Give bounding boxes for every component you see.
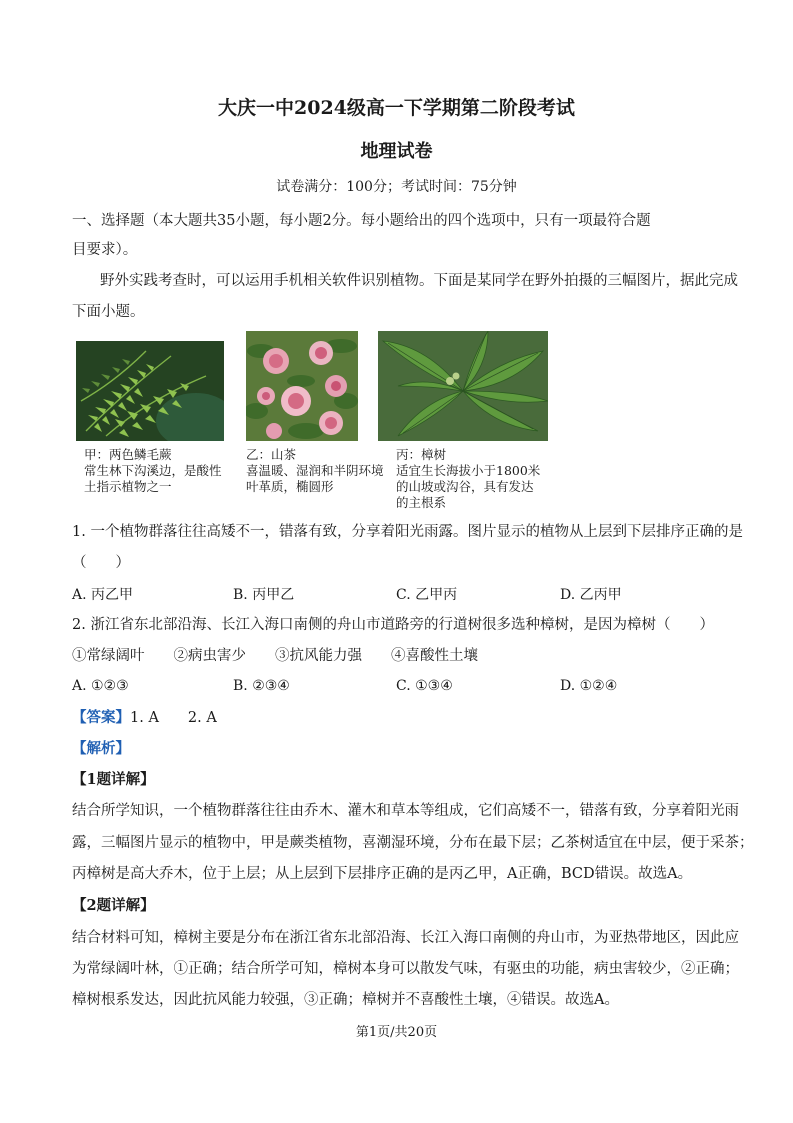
exam-subtitle: 地理试卷 <box>360 141 433 162</box>
q2-option-d: D. ①②④ <box>560 678 618 694</box>
q2-option-b: B. ②③④ <box>233 678 290 694</box>
answer-text: 1. A 2. A <box>130 710 217 726</box>
detail2-line2: 为常绿阔叶林，①正确；结合所学可知，樟树本身可以散发气味，有驱虫的功能，病虫害较少，②正确； <box>72 961 739 977</box>
detail2-label: 【2题详解】 <box>72 897 155 914</box>
q1-stem-line2: （ ） <box>72 555 130 571</box>
detail1-line2: 露，三幅图片显示的植物中，甲是蕨类植物，喜潮湿环境，分布在最下层；乙茶树适宜在中层，便于采茶； <box>72 835 754 851</box>
detail2-line1: 结合材料可知，樟树主要是分布在浙江省东北部沿海、长江入海口南侧的舟山市，为亚热带地区，因此应 <box>72 930 739 946</box>
intro-line2: 下面小题。 <box>72 304 145 320</box>
camphor-tree-photo <box>378 331 548 441</box>
detail1-line3: 丙樟树是高大乔木，位于上层；从上层到下层排序正确的是丙乙甲，A正确，BCD错误。故选A。 <box>72 866 693 882</box>
detail1-line1: 结合所学知识，一个植物群落往往由乔木、灌木和草本等组成，它们高矮不一，错落有致，分享着阳光雨 <box>72 803 739 819</box>
detail2-line3: 樟树根系发达，因此抗风能力较强，③正确；樟树并不喜酸性土壤，④错误。故选A。 <box>72 992 619 1008</box>
q2-option-a: A. ①②③ <box>72 678 129 694</box>
q1-option-b: B. 丙甲乙 <box>233 587 295 603</box>
q1-stem-line1: 1. 一个植物群落往往高矮不一，错落有致，分享着阳光雨露。图片显示的植物从上层到下层排序正确的是 <box>72 524 743 540</box>
answer-label: 【答案】 <box>72 709 130 726</box>
q1-option-c: C. 乙甲丙 <box>396 587 458 603</box>
q2-option-c: C. ①③④ <box>396 678 453 694</box>
exam-title: 大庆一中2024级高一下学期第二阶段考试 <box>218 97 575 119</box>
detail1-label: 【1题详解】 <box>72 771 155 788</box>
camphor-caption: 丙：樟树 适宜生长海拔小于1800米 的山坡或沟谷，具有发达 的主根系 <box>396 447 541 510</box>
fern-photo <box>76 341 224 441</box>
analysis-label: 【解析】 <box>72 740 130 757</box>
intro-line1: 野外实践考查时，可以运用手机相关软件识别植物。下面是某同学在野外拍摄的三幅图片，据此完成 <box>100 273 738 289</box>
q1-option-a: A. 丙乙甲 <box>72 587 134 603</box>
section-heading-line1: 一、选择题（本大题共35小题，每小题2分。每小题给出的四个选项中，只有一项最符合题 <box>72 213 651 229</box>
q2-stem: 2. 浙江省东北部沿海、长江入海口南侧的舟山市道路旁的行道树很多选种樟树，是因为樟树（ ） <box>72 617 714 633</box>
q1-option-d: D. 乙丙甲 <box>560 587 622 603</box>
q2-items: ①常绿阔叶 ②病虫害少 ③抗风能力强 ④喜酸性土壤 <box>72 648 478 664</box>
exam-info: 试卷满分：100分；考试时间：75分钟 <box>276 179 517 195</box>
fern-caption: 甲：两色鳞毛蕨 常生林下沟溪边，是酸性 土指示植物之一 <box>84 447 222 494</box>
camellia-caption: 乙：山茶 喜温暖、湿润和半阴环境 叶革质，椭圆形 <box>246 447 384 494</box>
answer-row <box>72 708 217 728</box>
camellia-photo <box>246 331 358 441</box>
page-number: 第1页/共20页 <box>355 1025 438 1040</box>
section-heading-line2: 目要求）。 <box>72 242 138 258</box>
